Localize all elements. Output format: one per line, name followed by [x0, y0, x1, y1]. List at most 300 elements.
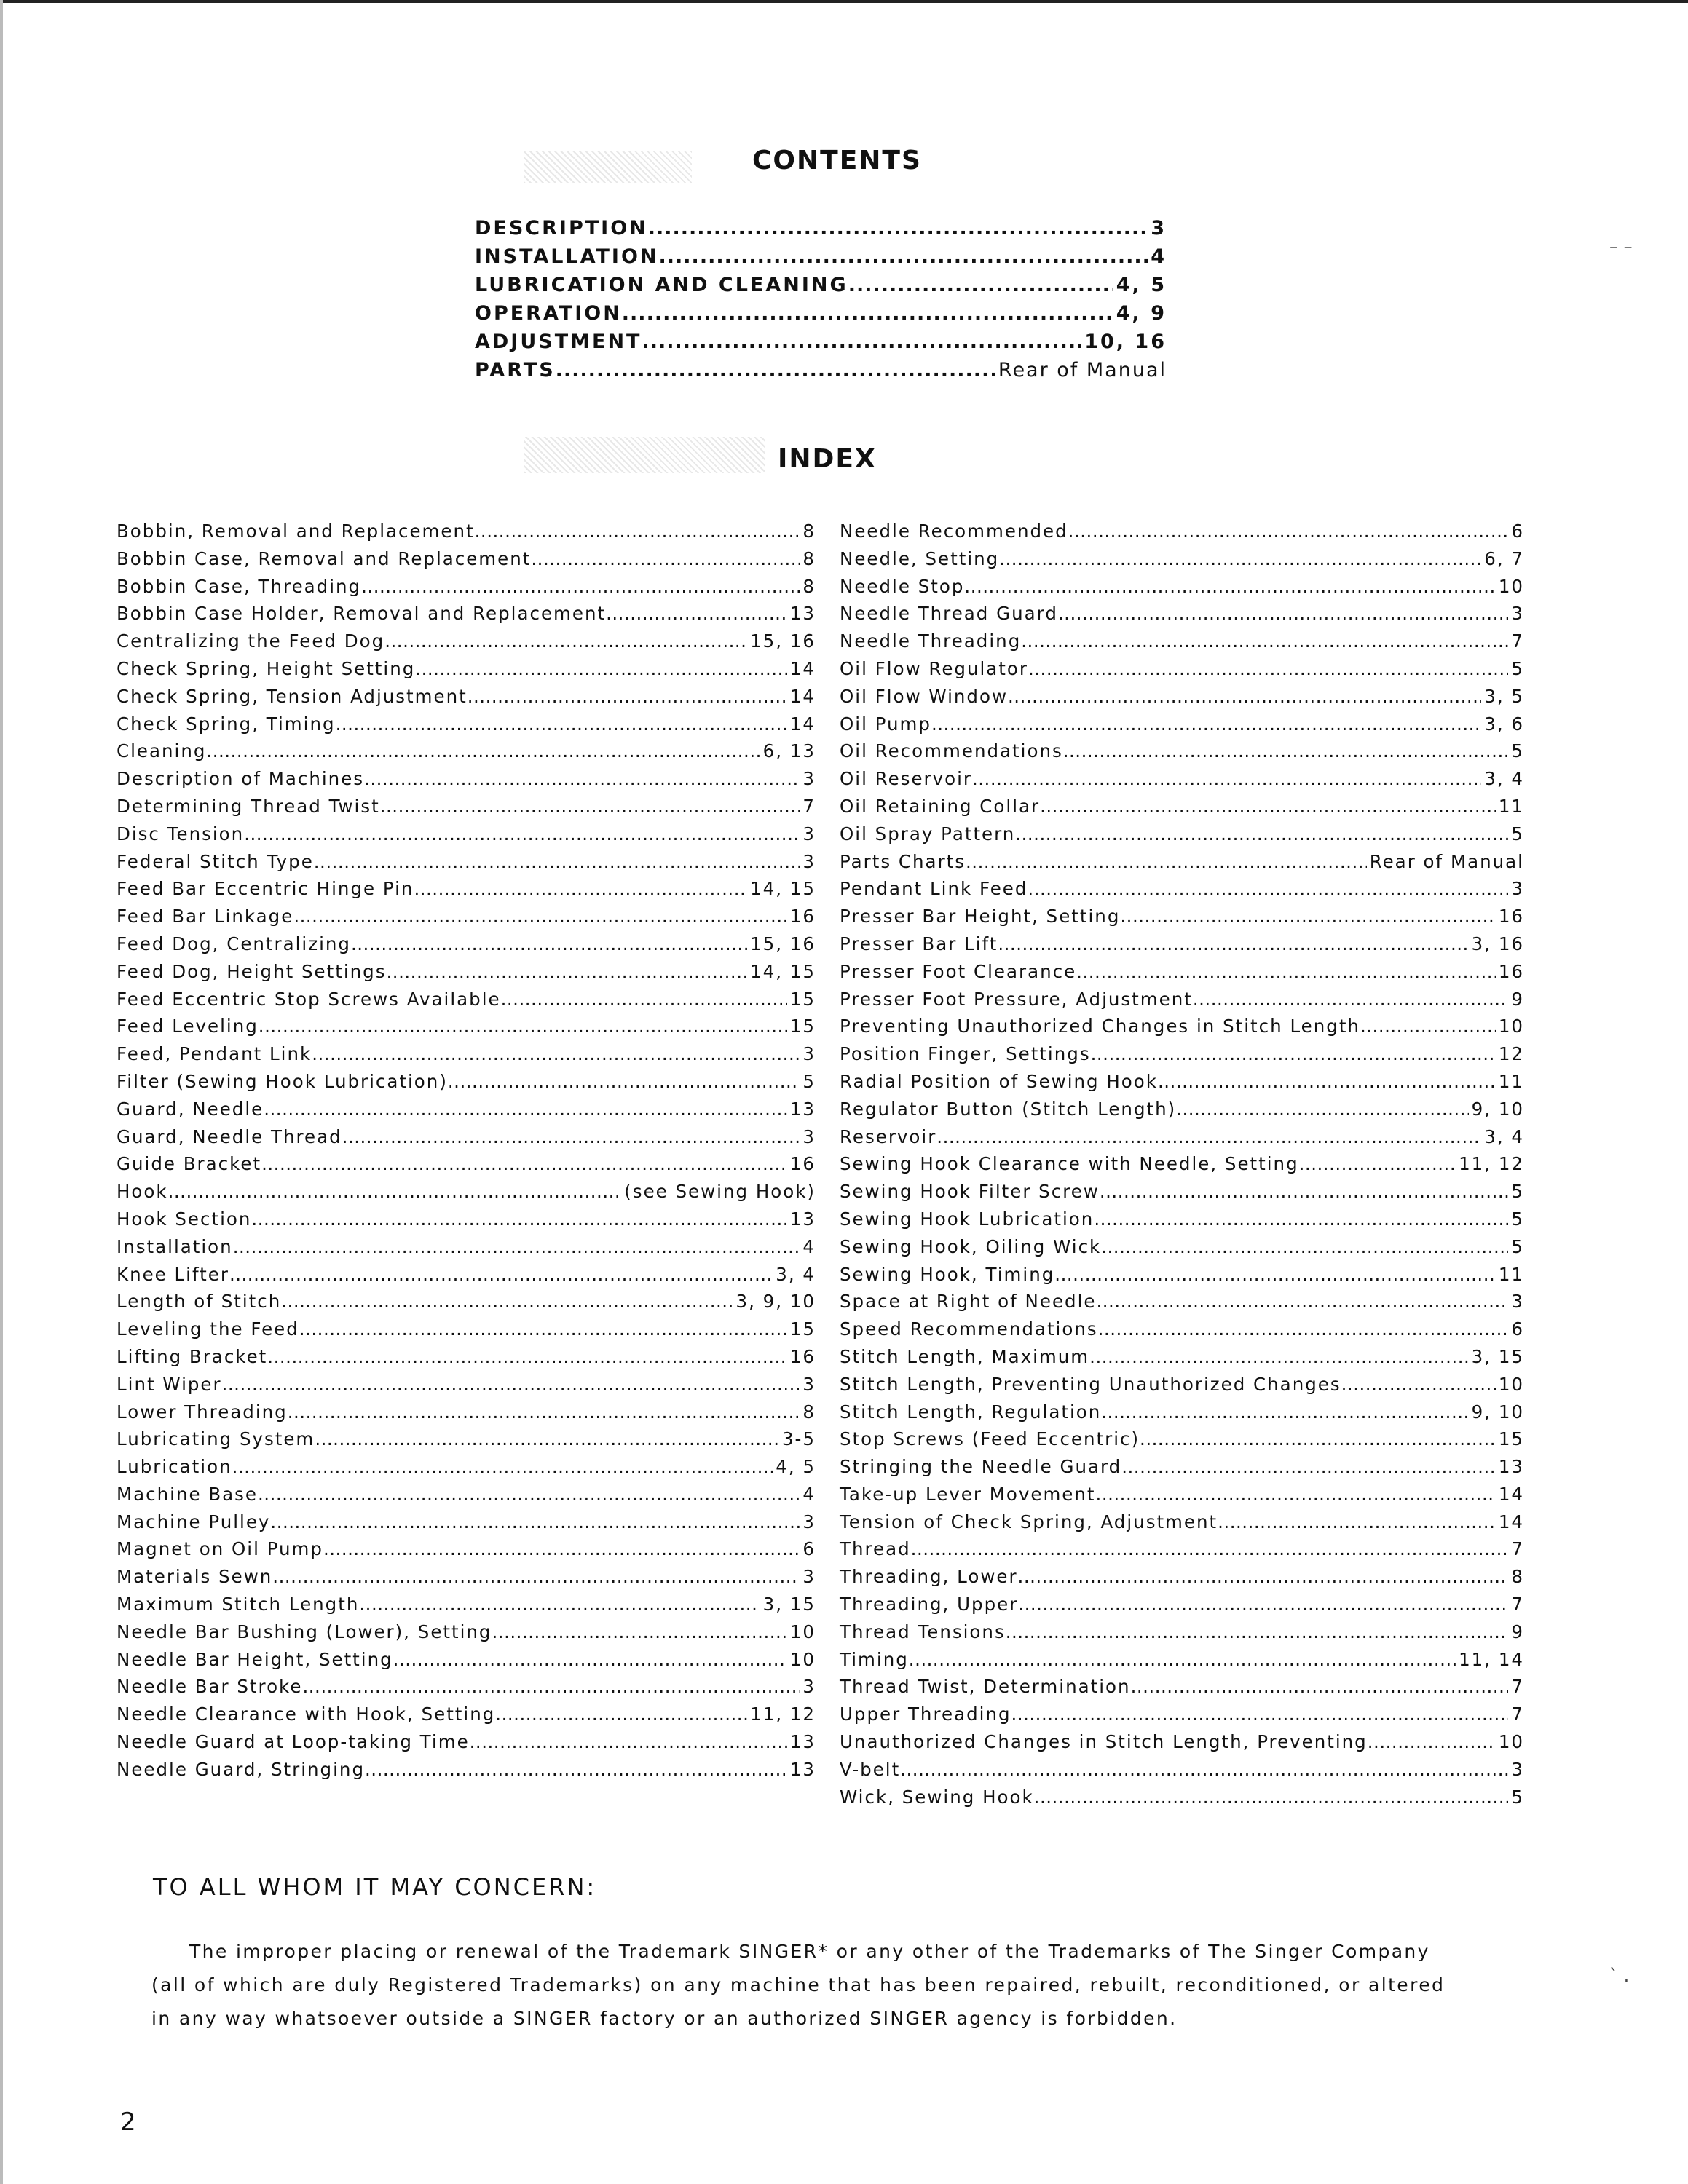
- index-entry-leader: [1098, 1318, 1509, 1340]
- index-entry-label: Needle Recommended: [840, 521, 1068, 542]
- index-entry-label: Machine Base: [117, 1483, 259, 1505]
- index-entry-label: Feed Dog, Height Settings: [117, 960, 387, 982]
- index-entry-label: Needle, Setting: [840, 547, 1000, 569]
- index-entry-label: Preventing Unauthorized Changes in Stitch Length: [840, 1016, 1360, 1037]
- index-entry-leader: [936, 1126, 1481, 1147]
- index-entry: [117, 740, 816, 768]
- index-entry-page: 16: [1498, 960, 1524, 982]
- index-entry: [117, 796, 816, 823]
- index-entry-leader: [244, 823, 800, 844]
- index-entry-leader: [251, 1208, 786, 1230]
- index-entry-leader: [351, 933, 747, 954]
- index-entry: [840, 1016, 1524, 1043]
- index-entry-page: 3: [1511, 878, 1524, 900]
- index-entry-label: Lubricating System: [117, 1428, 315, 1450]
- index-entry: [117, 576, 816, 604]
- index-entry-leader: [302, 1676, 800, 1697]
- index-entry-leader: [1021, 630, 1508, 652]
- index-entry-label: Stitch Length, Preventing Unauthorized Changes: [840, 1373, 1341, 1395]
- index-entry-leader: [1096, 1484, 1496, 1505]
- notice-line-2: (all of which are duly Registered Trademarks) on any machine that has been repaired, rebuilt, reconditioned, or altered: [151, 1974, 1446, 1995]
- contents-entry-page: 4, 9: [1116, 302, 1167, 325]
- index-entry: [840, 521, 1524, 548]
- index-entry-label: Needle Clearance with Hook, Setting: [117, 1704, 496, 1725]
- index-entry: [840, 1456, 1524, 1484]
- index-entry-leader: [998, 933, 1468, 954]
- index-entry-page: 3: [802, 1043, 816, 1065]
- index-entry: [840, 1511, 1524, 1539]
- index-entry-page: 10: [1498, 1373, 1524, 1395]
- index-entry-page: 11: [1498, 1263, 1524, 1285]
- index-entry-page: 8: [802, 521, 816, 542]
- index-entry-leader: [492, 1621, 787, 1642]
- index-entry-label: Oil Recommendations: [840, 740, 1063, 762]
- index-entry-label: Thread Tensions: [840, 1621, 1006, 1642]
- index-entry: [840, 1566, 1524, 1594]
- index-entry-label: Space at Right of Needle: [840, 1291, 1097, 1313]
- index-entry-label: Threading, Lower: [840, 1566, 1018, 1588]
- contents-entry-label: ADJUSTMENT: [475, 331, 642, 353]
- index-entry-leader: [380, 796, 800, 817]
- index-entry: [117, 1401, 816, 1429]
- index-entry: [840, 1071, 1524, 1099]
- index-entry-leader: [387, 961, 748, 982]
- index-entry-page: 7: [1511, 1704, 1524, 1725]
- index-entry-label: Guard, Needle: [117, 1098, 264, 1120]
- index-entry-label: Unauthorized Changes in Stitch Length, Preventing: [840, 1731, 1368, 1753]
- index-entry-leader: [258, 1484, 800, 1505]
- index-entry-page: 6: [802, 1538, 816, 1560]
- index-entry-leader: [1018, 1566, 1509, 1587]
- index-entry-page: 14: [789, 713, 816, 735]
- index-entry-leader: [281, 1291, 733, 1312]
- index-entry: [840, 933, 1524, 961]
- index-entry: [117, 713, 816, 741]
- index-entry-page: 5: [802, 1070, 816, 1092]
- index-entry-label: Presser Foot Clearance: [840, 960, 1077, 982]
- index-entry-label: Needle Stop: [840, 575, 965, 597]
- index-entry-label: Oil Flow Window: [840, 685, 1009, 707]
- index-entry-leader: [342, 1126, 800, 1147]
- index-entry-leader: [270, 1511, 800, 1532]
- index-entry-label: Reservoir: [840, 1125, 937, 1147]
- index-entry: [840, 1181, 1524, 1208]
- index-entry-page: 3, 4: [1484, 1125, 1524, 1147]
- index-entry: [840, 686, 1524, 713]
- index-entry-label: Oil Spray Pattern: [840, 823, 1016, 844]
- index-entry-page: 3, 15: [762, 1594, 816, 1615]
- index-entry-page: 3: [802, 850, 816, 872]
- index-entry-page: 6, 13: [762, 740, 816, 762]
- index-title: INDEX: [778, 444, 877, 474]
- index-entry-label: Take-up Lever Movement: [840, 1483, 1096, 1505]
- index-entry: [840, 989, 1524, 1016]
- index-entry-label: Materials Sewn: [117, 1566, 273, 1588]
- index-entry-label: Sewing Hook, Oiling Wick: [840, 1235, 1102, 1257]
- index-entry: [117, 1566, 816, 1594]
- index-entry-label: Needle Threading: [840, 630, 1022, 652]
- index-entry-page: 7: [1511, 630, 1524, 652]
- index-entry-label: Knee Lifter: [117, 1263, 229, 1285]
- index-entry-label: Stringing the Needle Guard: [840, 1456, 1122, 1478]
- index-entry-page: 9: [1511, 988, 1524, 1010]
- index-entry-leader: [288, 1401, 800, 1423]
- index-entry-page: 11: [1498, 1070, 1524, 1092]
- index-entry-page: 3, 4: [776, 1263, 816, 1285]
- index-entry: [840, 713, 1524, 741]
- index-entry-label: Timing: [840, 1648, 909, 1670]
- scan-smudge-index: [524, 437, 765, 473]
- index-entry-page: 10: [789, 1621, 816, 1642]
- index-entry: [840, 768, 1524, 796]
- index-entry-leader: [384, 630, 747, 652]
- index-entry-leader: [361, 576, 800, 597]
- index-entry-page: 10: [1498, 1731, 1524, 1753]
- index-entry-label: Feed Bar Linkage: [117, 906, 294, 927]
- index-entry-leader: [931, 713, 1481, 735]
- index-entry-page: 13: [789, 603, 816, 625]
- page-number: 2: [120, 2108, 136, 2137]
- index-entry: [840, 1704, 1524, 1731]
- index-entry: [117, 1759, 816, 1787]
- scan-smudge-contents: [524, 151, 692, 183]
- notice-line-1: The improper placing or renewal of the Trademark SINGER* or any other of the Trademarks of The Singer Company: [189, 1941, 1430, 1962]
- index-entry-label: Lifting Bracket: [117, 1345, 268, 1367]
- index-entry-page: 3: [802, 1125, 816, 1147]
- contents-entry: [475, 302, 1167, 331]
- index-entry: [117, 1153, 816, 1181]
- index-entry: [117, 1511, 816, 1539]
- index-entry-label: Bobbin, Removal and Replacement: [117, 521, 475, 542]
- index-entry-label: Lubrication: [117, 1456, 232, 1478]
- index-entry: [840, 823, 1524, 851]
- index-entry-label: Oil Pump: [840, 713, 931, 735]
- index-entry-leader: [1006, 1621, 1509, 1642]
- index-entry-leader: [206, 740, 760, 761]
- index-entry-leader: [229, 1264, 773, 1285]
- index-entry-leader: [966, 851, 1367, 872]
- index-entry-page: 3, 16: [1471, 933, 1524, 954]
- index-entry-page: 3-5: [781, 1428, 816, 1450]
- index-entry-page: 3: [802, 823, 816, 844]
- index-entry-label: Feed Dog, Centralizing: [117, 933, 351, 954]
- index-entry-page: 3, 15: [1471, 1345, 1524, 1367]
- index-entry-leader: [336, 713, 787, 735]
- index-entry-leader: [168, 1181, 622, 1202]
- index-entry-label: Bobbin Case Holder, Removal and Replacement: [117, 603, 607, 625]
- index-entry: [117, 1621, 816, 1649]
- index-entry-leader: [1028, 658, 1508, 679]
- index-entry-leader: [312, 1043, 800, 1064]
- index-entry-leader: [264, 1099, 787, 1120]
- index-entry-page: 16: [1498, 906, 1524, 927]
- index-entry-page: 4, 5: [776, 1456, 816, 1478]
- index-entry: [117, 1099, 816, 1126]
- index-entry-leader: [293, 906, 787, 927]
- index-entry: [117, 1291, 816, 1318]
- index-entry-leader: [315, 1428, 779, 1449]
- index-entry-page: 8: [802, 547, 816, 569]
- index-entry-page: 5: [1511, 1235, 1524, 1257]
- index-entry-leader: [1096, 1291, 1508, 1312]
- contents-title: CONTENTS: [752, 146, 922, 175]
- index-entry-page: 15: [789, 988, 816, 1010]
- index-entry-page: 5: [1511, 823, 1524, 844]
- index-entry-label: Presser Foot Pressure, Adjustment: [840, 988, 1193, 1010]
- index-entry-leader: [1054, 1264, 1496, 1285]
- index-entry-page: 14: [789, 657, 816, 679]
- index-entry-label: Determining Thread Twist: [117, 795, 380, 817]
- contents-entry-label: PARTS: [475, 359, 556, 381]
- index-entry-label: Stop Screws (Feed Eccentric): [840, 1428, 1140, 1450]
- index-entry-leader: [501, 989, 787, 1010]
- index-entry-page: 15, 16: [750, 630, 816, 652]
- index-entry: [117, 1484, 816, 1511]
- contents-entry-leader: [622, 302, 1113, 325]
- index-entry-label: Feed Bar Eccentric Hinge Pin: [117, 878, 414, 900]
- index-entry-page: 12: [1498, 1043, 1524, 1065]
- index-entry-leader: [1218, 1511, 1496, 1532]
- index-entry-leader: [259, 1016, 787, 1037]
- index-entry-page: 14: [1498, 1511, 1524, 1532]
- index-entry-label: Bobbin Case, Removal and Replacement: [117, 547, 532, 569]
- index-entry-leader: [1034, 1787, 1509, 1808]
- margin-mark: – –: [1609, 237, 1633, 257]
- index-entry: [840, 851, 1524, 879]
- index-entry-label: Needle Guard, Stringing: [117, 1758, 365, 1780]
- index-entry-leader: [1040, 796, 1496, 817]
- index-entry: [117, 1731, 816, 1759]
- index-entry-label: Sewing Hook Lubrication: [840, 1208, 1095, 1230]
- index-entry: [840, 961, 1524, 989]
- index-entry-page: 7: [1511, 1538, 1524, 1560]
- contents-entry-page: 3: [1151, 217, 1167, 240]
- index-entry-page: 15, 16: [750, 933, 816, 954]
- index-entry-page: 16: [789, 906, 816, 927]
- index-entry-leader: [1131, 1676, 1509, 1697]
- index-entry-page: 11, 12: [750, 1704, 816, 1725]
- index-entry-leader: [267, 1346, 787, 1367]
- index-entry-leader: [1100, 1181, 1509, 1202]
- index-entry-page: 11, 14: [1459, 1648, 1524, 1670]
- index-entry-page: 10: [1498, 575, 1524, 597]
- index-right-column: [840, 521, 1524, 1813]
- index-entry: [117, 658, 816, 686]
- index-entry-label: Stitch Length, Maximum: [840, 1345, 1090, 1367]
- index-entry-page: 6: [1511, 521, 1524, 542]
- index-entry-page: 3, 5: [1484, 685, 1524, 707]
- index-entry-page: 13: [1498, 1456, 1524, 1478]
- index-entry-label: Needle Bar Bushing (Lower), Setting: [117, 1621, 492, 1642]
- index-entry-page: 6, 7: [1484, 547, 1524, 569]
- index-entry-leader: [365, 1759, 787, 1780]
- top-edge-line: [0, 0, 1688, 3]
- index-entry-page: 7: [1511, 1676, 1524, 1698]
- index-entry: [117, 1676, 816, 1704]
- index-entry: [840, 630, 1524, 658]
- index-entry-label: Hook: [117, 1181, 168, 1203]
- index-entry: [117, 603, 816, 630]
- index-entry: [117, 1071, 816, 1099]
- index-entry-label: Parts Charts: [840, 850, 966, 872]
- index-entry-leader: [1015, 823, 1508, 844]
- index-entry-leader: [606, 603, 787, 624]
- index-entry-leader: [272, 1566, 800, 1587]
- index-entry-label: Thread: [840, 1538, 911, 1560]
- index-entry-label: Lower Threading: [117, 1401, 288, 1423]
- index-entry-label: Federal Stitch Type: [117, 850, 314, 872]
- index-entry-leader: [1018, 1594, 1508, 1615]
- index-entry: [840, 878, 1524, 906]
- index-entry-page: 16: [789, 1345, 816, 1367]
- index-entry-leader: [1091, 1043, 1496, 1064]
- index-entry-label: Machine Pulley: [117, 1511, 271, 1532]
- index-entry-page: 8: [802, 575, 816, 597]
- index-entry-label: Upper Threading: [840, 1704, 1011, 1725]
- contents-entry-page: 4: [1151, 245, 1167, 268]
- index-entry-page: 10: [789, 1648, 816, 1670]
- index-entry-leader: [314, 851, 800, 872]
- index-entry: [117, 1126, 816, 1154]
- index-entry: [117, 768, 816, 796]
- contents-entry: [475, 245, 1167, 274]
- index-entry-label: Length of Stitch: [117, 1291, 282, 1313]
- index-entry: [117, 1704, 816, 1731]
- index-entry-leader: [448, 1071, 800, 1092]
- contents-entry-page: 10, 16: [1084, 331, 1167, 353]
- index-entry-page: 14, 15: [750, 878, 816, 900]
- index-entry-page: 3: [1511, 1758, 1524, 1780]
- contents-entry-label: DESCRIPTION: [475, 217, 648, 240]
- index-entry-label: Guard, Needle Thread: [117, 1125, 342, 1147]
- index-entry-page: 4: [802, 1235, 816, 1257]
- index-entry-leader: [475, 521, 800, 542]
- index-entry-page: 7: [1511, 1594, 1524, 1615]
- index-entry: [840, 1318, 1524, 1346]
- index-entry: [840, 906, 1524, 933]
- index-entry-leader: [232, 1456, 773, 1477]
- index-entry: [117, 823, 816, 851]
- index-entry-page: 3: [802, 1373, 816, 1395]
- index-entry: [117, 1428, 816, 1456]
- contents-entry-page: Rear of Manual: [998, 359, 1167, 381]
- index-entry-label: Stitch Length, Regulation: [840, 1401, 1102, 1423]
- index-entry-leader: [414, 878, 747, 899]
- index-entry-leader: [1058, 603, 1509, 624]
- index-entry-page: 14: [1498, 1483, 1524, 1505]
- index-entry-leader: [531, 548, 800, 569]
- margin-tick: ` .: [1609, 1966, 1630, 1986]
- index-entry: [840, 1594, 1524, 1621]
- index-entry: [117, 1181, 816, 1208]
- index-entry-page: 5: [1511, 1786, 1524, 1808]
- index-entry-page: 3: [1511, 1291, 1524, 1313]
- contents-entry-leader: [659, 245, 1148, 268]
- index-entry-label: Threading, Upper: [840, 1594, 1019, 1615]
- index-entry: [840, 576, 1524, 604]
- index-entry: [117, 961, 816, 989]
- index-entry-leader: [1076, 961, 1496, 982]
- index-entry-page: 3: [802, 768, 816, 790]
- index-entry-label: Filter (Sewing Hook Lubrication): [117, 1070, 448, 1092]
- index-entry-label: Description of Machines: [117, 768, 365, 790]
- index-entry-leader: [299, 1318, 787, 1340]
- index-entry-label: Speed Recommendations: [840, 1318, 1098, 1340]
- index-entry-leader: [900, 1759, 1508, 1780]
- index-entry: [840, 603, 1524, 630]
- index-entry-leader: [1368, 1731, 1496, 1752]
- index-entry-page: 3, 6: [1484, 713, 1524, 735]
- index-entry-leader: [1028, 878, 1508, 899]
- contents-list: [475, 217, 1167, 387]
- index-entry-label: Wick, Sewing Hook: [840, 1786, 1034, 1808]
- index-entry-leader: [1089, 1346, 1469, 1367]
- index-entry: [840, 1731, 1524, 1759]
- index-entry-label: Oil Flow Regulator: [840, 657, 1028, 679]
- index-entry: [840, 1153, 1524, 1181]
- index-entry: [840, 1043, 1524, 1071]
- contents-entry-label: LUBRICATION AND CLEANING: [475, 274, 848, 296]
- index-entry-leader: [1193, 989, 1509, 1010]
- index-entry-label: Sewing Hook Filter Screw: [840, 1181, 1100, 1203]
- index-entry-page: 9, 10: [1471, 1401, 1524, 1423]
- index-entry: [840, 1538, 1524, 1566]
- index-entry-label: Needle Thread Guard: [840, 603, 1058, 625]
- left-edge-line: [0, 0, 3, 2184]
- index-entry-label: Oil Retaining Collar: [840, 795, 1041, 817]
- index-entry-page: 5: [1511, 1181, 1524, 1203]
- index-entry-leader: [468, 686, 787, 707]
- index-entry-page: 11, 12: [1459, 1153, 1524, 1175]
- index-entry-page: 3, 4: [1484, 768, 1524, 790]
- index-entry-leader: [964, 576, 1495, 597]
- index-entry: [117, 1538, 816, 1566]
- index-entry: [117, 548, 816, 576]
- index-entry-page: 7: [802, 795, 816, 817]
- index-entry-label: Check Spring, Timing: [117, 713, 336, 735]
- index-entry-page: 8: [1511, 1566, 1524, 1588]
- index-entry-page: 3: [802, 1511, 816, 1532]
- index-entry: [840, 1374, 1524, 1401]
- index-entry: [840, 658, 1524, 686]
- index-entry: [117, 851, 816, 879]
- notice-heading: TO ALL WHOM IT MAY CONCERN:: [153, 1873, 597, 1901]
- index-entry-leader: [1120, 906, 1495, 927]
- index-entry: [117, 1208, 816, 1236]
- index-entry: [840, 1676, 1524, 1704]
- contents-entry: [475, 359, 1167, 387]
- index-entry-page: 13: [789, 1731, 816, 1753]
- index-entry-label: Disc Tension: [117, 823, 245, 844]
- index-entry: [117, 989, 816, 1016]
- index-entry: [840, 1099, 1524, 1126]
- index-entry-page: 15: [1498, 1428, 1524, 1450]
- contents-entry-leader: [848, 274, 1113, 296]
- index-entry-leader: [1094, 1208, 1508, 1230]
- index-entry-label: Feed, Pendant Link: [117, 1043, 312, 1065]
- index-entry-leader: [470, 1731, 787, 1752]
- index-entry-page: 10: [1498, 1016, 1524, 1037]
- index-entry: [840, 1649, 1524, 1677]
- index-entry-leader: [1140, 1428, 1496, 1449]
- index-entry-leader: [1341, 1374, 1496, 1395]
- index-entry-leader: [323, 1538, 800, 1559]
- index-entry: [117, 1374, 816, 1401]
- index-entry: [840, 1126, 1524, 1154]
- index-entry: [840, 1291, 1524, 1318]
- index-entry-label: Tension of Check Spring, Adjustment: [840, 1511, 1218, 1532]
- index-entry: [117, 521, 816, 548]
